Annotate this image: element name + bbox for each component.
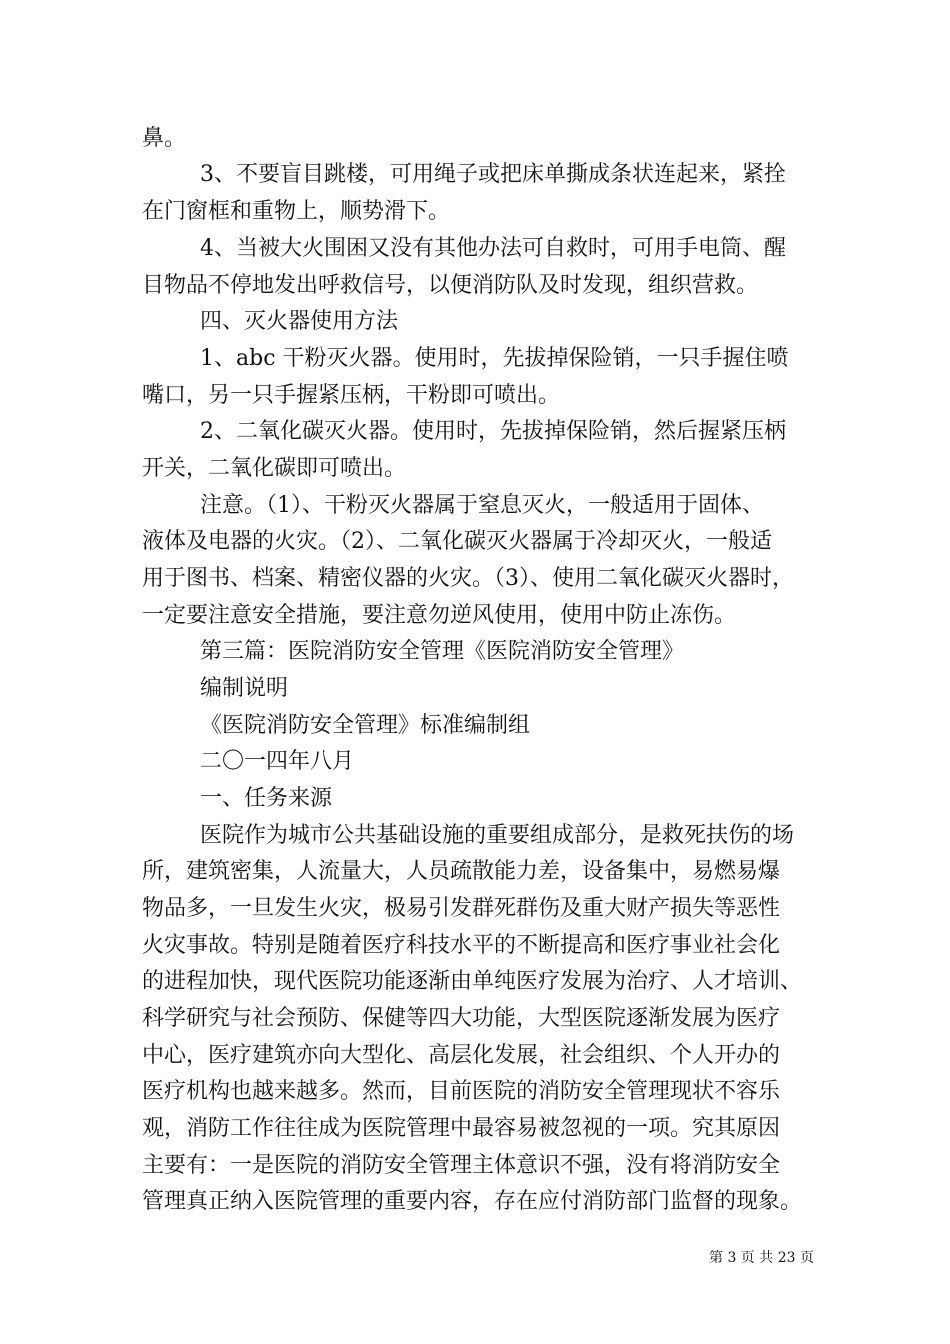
text-line: 目物品不停地发出呼救信号，以便消防队及时发现，组织营救。 bbox=[142, 273, 759, 298]
text-line: 观，消防工作往往成为医院管理中最容易被忽视的一项。究其原因 bbox=[142, 1116, 781, 1141]
text-line: 《医院消防安全管理》标准编制组 bbox=[200, 713, 531, 738]
chapter-title: 第三篇：医院消防安全管理《医院消防安全管理》 bbox=[200, 639, 685, 664]
text-line: 注意。（1）、干粉灭火器属于窒息灭火，一般适用于固体、 bbox=[200, 493, 764, 518]
text-line: 2、二氧化碳灭火器。使用时，先拔掉保险销，然后握紧压柄 bbox=[200, 419, 786, 444]
text-line: 医疗机构也越来越多。然而，目前医院的消防安全管理现状不容乐 bbox=[142, 1079, 781, 1104]
text-line: 编制说明 bbox=[200, 676, 289, 701]
text-line: 主要有：一是医院的消防安全管理主体意识不强，没有将消防安全 bbox=[142, 1153, 781, 1178]
text-line: 医院作为城市公共基础设施的重要组成部分，是救死扶伤的场 bbox=[200, 823, 795, 848]
text-line: 所，建筑密集，人流量大，人员疏散能力差，设备集中，易燃易爆 bbox=[142, 859, 781, 884]
text-line: 二〇一四年八月 bbox=[200, 749, 355, 774]
text-line: 1、abc 干粉灭火器。使用时，先拔掉保险销，一只手握住喷 bbox=[200, 346, 789, 371]
text-line: 管理真正纳入医院管理的重要内容，存在应付消防部门监督的现象。 bbox=[142, 1189, 803, 1214]
page-number: 第 3 页 共 23 页 bbox=[709, 1250, 814, 1266]
text-line: 嘴口，另一只手握紧压柄，干粉即可喷出。 bbox=[142, 383, 561, 408]
text-line: 开关，二氧化碳即可喷出。 bbox=[142, 456, 407, 481]
text-line: 液体及电器的火灾。（2）、二氧化碳灭火器属于冷却灭火，一般适 bbox=[142, 529, 772, 554]
text-line: 鼻。 bbox=[142, 126, 187, 151]
text-line: 科学研究与社会预防、保健等四大功能，大型医院逐渐发展为医疗 bbox=[142, 1006, 781, 1031]
text-line: 中心，医疗建筑亦向大型化、高层化发展，社会组织、个人开办的 bbox=[142, 1043, 781, 1068]
text-line: 一定要注意安全措施，要注意勿逆风使用，使用中防止冻伤。 bbox=[142, 603, 737, 628]
text-line: 物品多，一旦发生火灾，极易引发群死群伤及重大财产损失等恶性 bbox=[142, 896, 781, 921]
section-heading: 一、任务来源 bbox=[200, 786, 333, 811]
text-line: 火灾事故。特别是随着医疗科技水平的不断提高和医疗事业社会化 bbox=[142, 933, 781, 958]
text-line: 的进程加快，现代医院功能逐渐由单纯医疗发展为治疗、人才培训、 bbox=[142, 969, 803, 994]
text-line: 3、不要盲目跳楼，可用绳子或把床单撕成条状连起来，紧拴 bbox=[200, 162, 786, 187]
text-line: 用于图书、档案、精密仪器的火灾。（3）、使用二氧化碳灭火器时， bbox=[142, 566, 794, 591]
text-line: 在门窗框和重物上，顺势滑下。 bbox=[142, 199, 451, 224]
section-heading: 四、灭火器使用方法 bbox=[200, 309, 399, 334]
text-line: 4、当被大火围困又没有其他办法可自救时，可用手电筒、醒 bbox=[200, 236, 786, 261]
